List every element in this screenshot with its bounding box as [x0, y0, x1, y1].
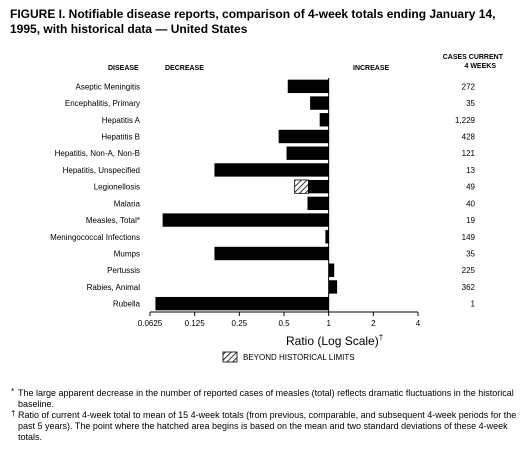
bar-8 [163, 213, 329, 226]
category-label: Hepatitis B [101, 132, 140, 142]
cases-value: 40 [466, 199, 475, 209]
category-label: Rubella [112, 299, 140, 309]
x-tick-label: 1 [326, 319, 331, 328]
category-label: Malaria [113, 199, 140, 209]
x-tick-label: 4 [415, 319, 421, 328]
category-label: Encephalitis, Primary [64, 99, 140, 109]
cases-value: 1,229 [454, 115, 475, 125]
x-tick-label: 0.5 [278, 319, 290, 328]
footnote-ratio [10, 410, 520, 443]
bar-2 [320, 113, 329, 126]
x-tick-label: 0.0625 [137, 319, 163, 328]
cases-value: 35 [466, 249, 475, 259]
bar-10 [214, 247, 328, 260]
bar-7 [307, 197, 328, 210]
category-label: Hepatitis, Unspecified [62, 165, 140, 175]
cases-value: 121 [461, 149, 475, 159]
cases-value: 149 [461, 232, 475, 242]
legend-label: BEYOND HISTORICAL LIMITS [243, 353, 355, 362]
bar-12 [329, 280, 337, 293]
category-label: Aseptic Meningitis [75, 82, 140, 92]
x-axis-label-dagger: † [378, 333, 384, 342]
footnotes [10, 388, 520, 443]
footnote-text: Ratio of current 4-week total to mean of 15 4-week totals (from previous, comparable, and subsequent 4-week periods for the past 5 years). The point where the hatched area begins is based on the mean and two standard deviations of these 4-week totals. [18, 410, 517, 442]
x-axis-label [286, 333, 383, 348]
footnote-mark: † [11, 409, 16, 418]
footnote-mark: * [11, 387, 15, 396]
bar-9 [325, 230, 328, 243]
legend-hatch-swatch [223, 352, 237, 362]
category-label: Hepatitis, Non-A, Non-B [54, 149, 140, 159]
bar-1 [310, 96, 329, 109]
header-increase: INCREASE [353, 65, 390, 72]
bar-0 [288, 80, 329, 93]
bar-11 [329, 264, 335, 277]
category-label: Mumps [113, 249, 140, 259]
x-tick-label: 0.125 [184, 319, 205, 328]
cases-value: 428 [461, 132, 475, 142]
header-cases-line1: CASES CURRENT [442, 54, 503, 61]
bar-5 [214, 163, 328, 176]
cases-value: 362 [461, 282, 475, 292]
bar-13 [155, 297, 328, 310]
header-cases-line2: 4 WEEKS [464, 63, 496, 70]
category-label: Hepatitis A [101, 115, 140, 125]
cases-value: 19 [466, 216, 475, 226]
x-tick-label: 2 [371, 319, 376, 328]
chart-title: FIGURE I. Notifiable disease reports, comparison of 4-week totals ending January 14, 1995, with historical data — United States [10, 7, 496, 36]
x-axis-label-text: Ratio (Log Scale) [286, 334, 379, 348]
category-label: Meningococcal Infections [50, 232, 140, 242]
cases-value: 1 [470, 299, 475, 309]
cases-value: 13 [466, 165, 475, 175]
cases-value: 35 [466, 99, 475, 109]
bar-3 [279, 130, 329, 143]
category-label: Pertussis [107, 266, 140, 276]
header-decrease: DECREASE [165, 65, 204, 72]
bar-4 [287, 147, 329, 160]
cases-value: 49 [466, 182, 475, 192]
cases-value: 225 [461, 266, 475, 276]
hatched-segment-6 [295, 180, 309, 193]
footnote-text: The large apparent decrease in the number of reported cases of measles (total) reflects dramatic fluctuations in the historical baseline. [18, 388, 514, 409]
category-label: Rabies, Animal [86, 282, 140, 292]
header-disease: DISEASE [108, 65, 139, 72]
x-tick-label: 0.25 [231, 319, 248, 328]
cases-value: 272 [461, 82, 475, 92]
footnote-measles [10, 388, 520, 410]
category-label: Legionellosis [93, 182, 140, 192]
category-label: Measles, Total* [85, 216, 140, 226]
